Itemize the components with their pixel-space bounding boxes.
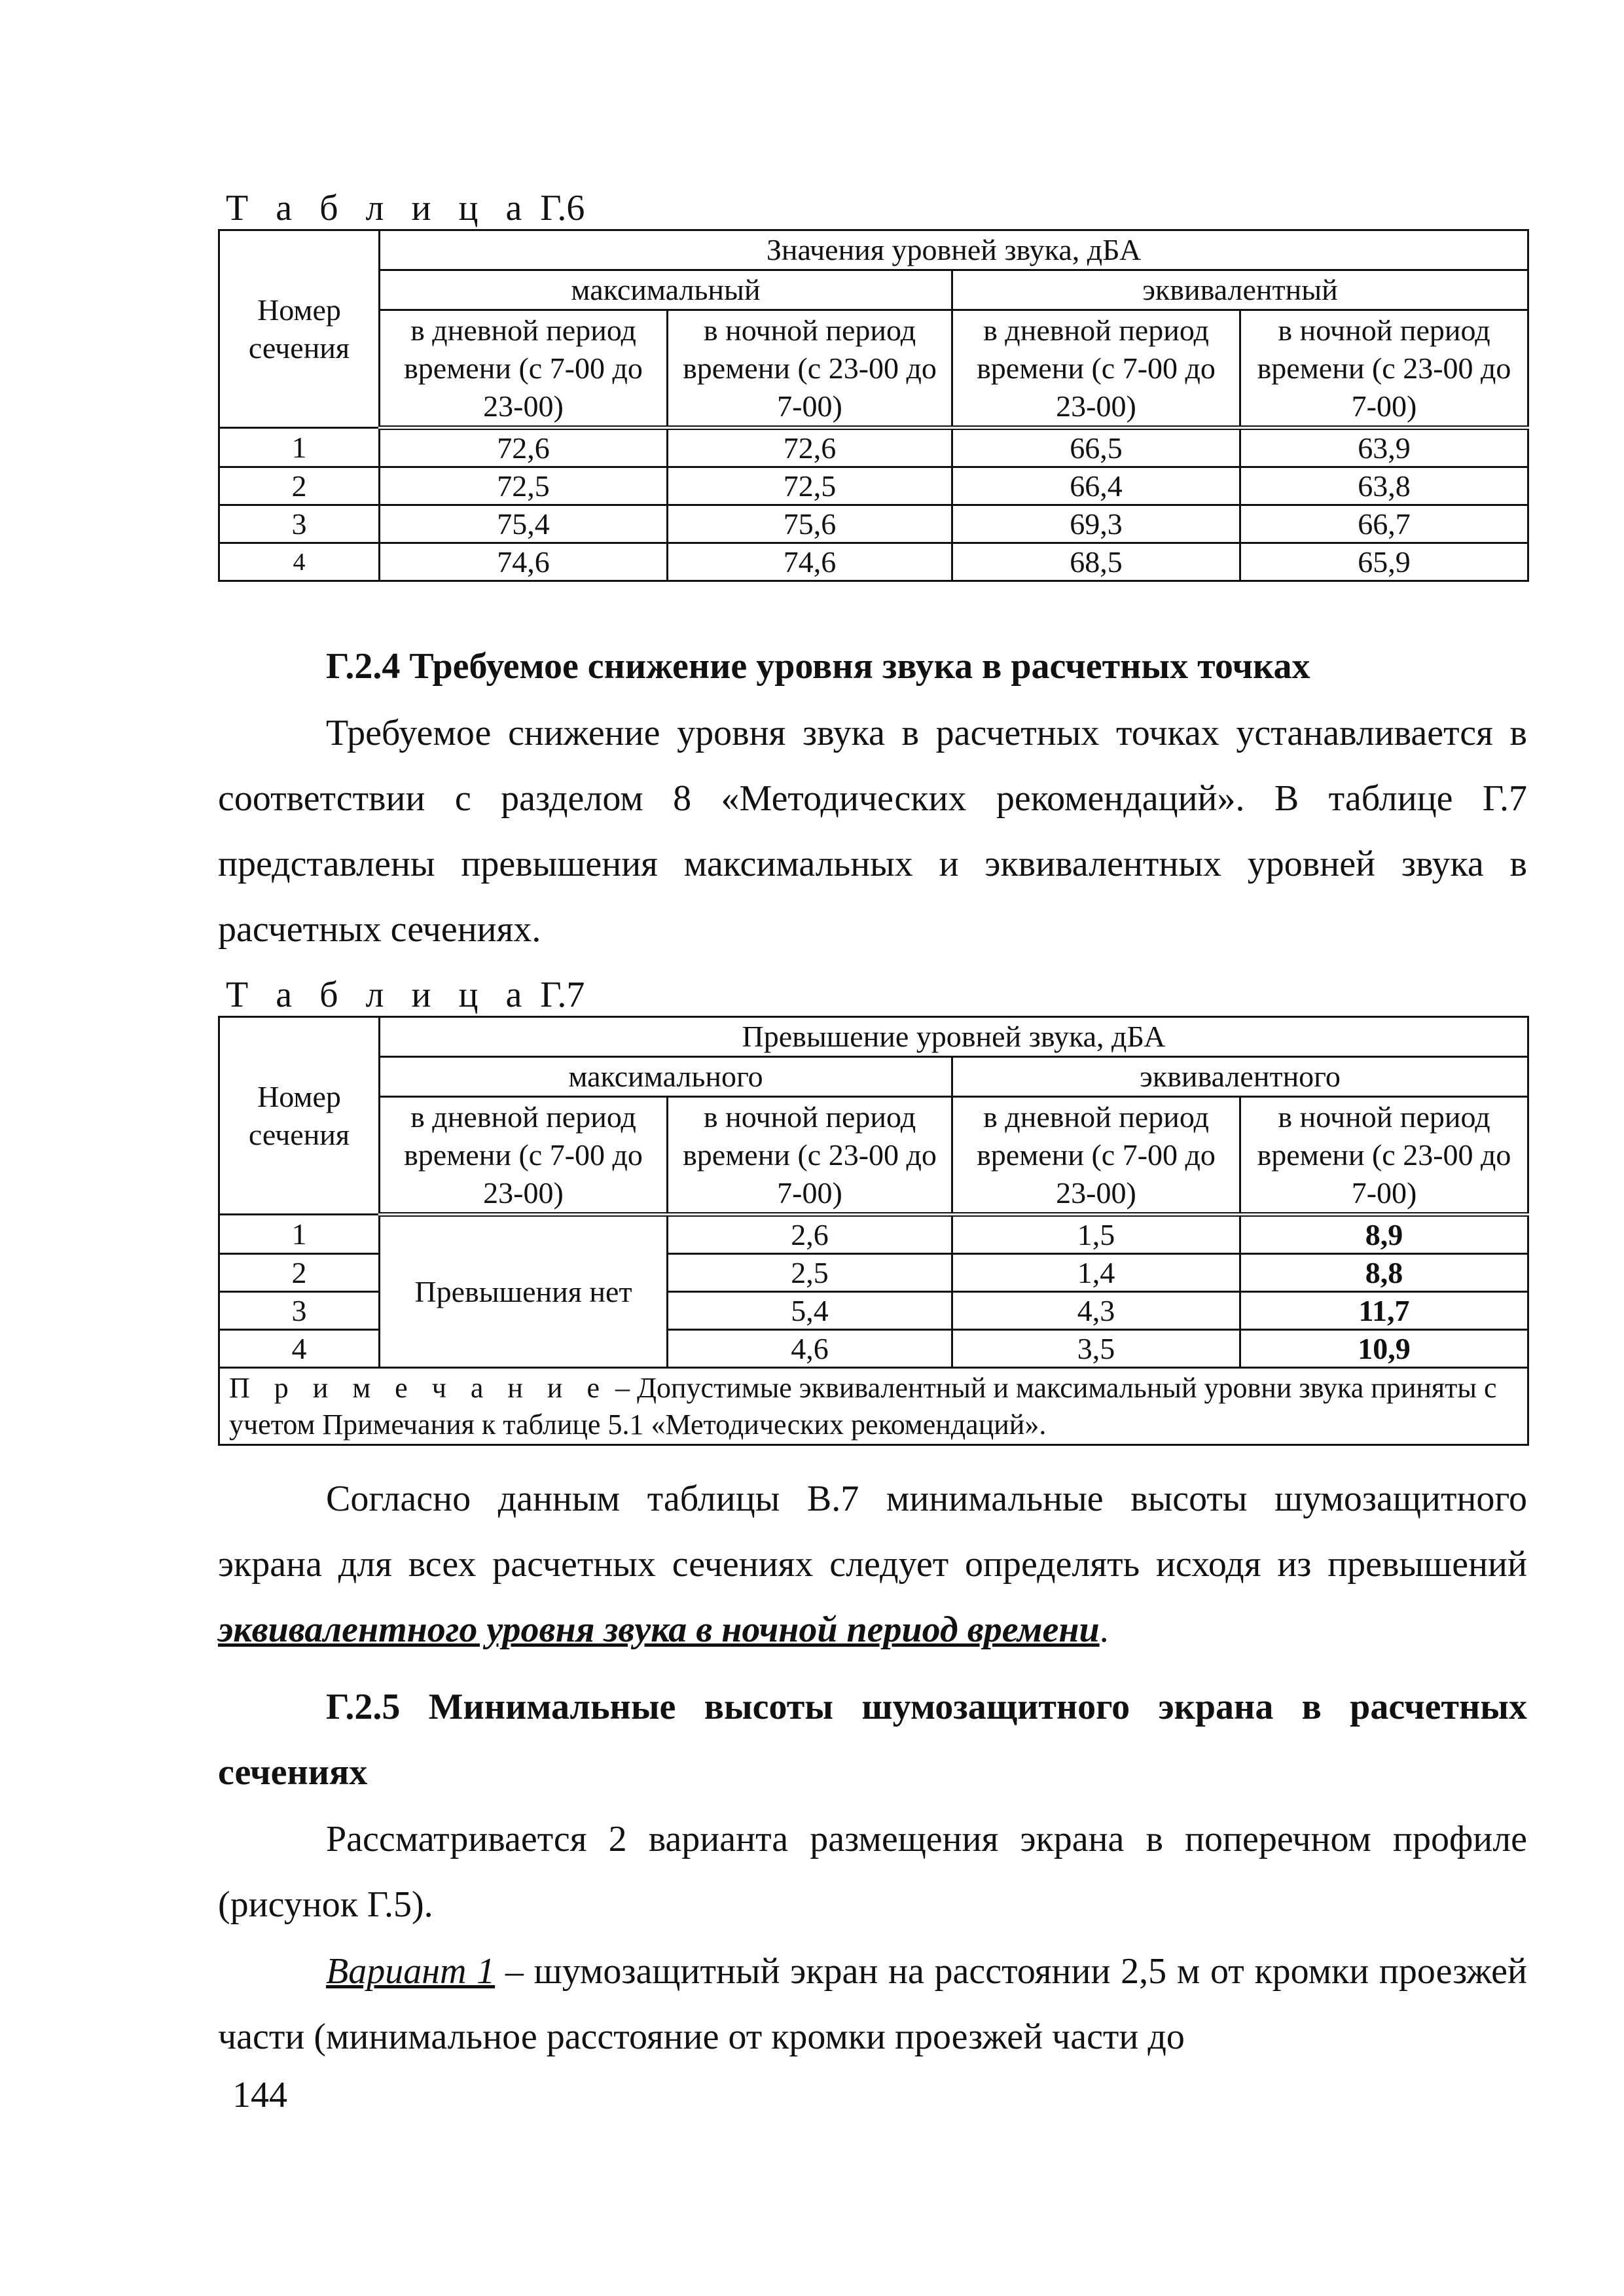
table7-merged-no-excess: Превышения нет — [380, 1215, 668, 1368]
table-cell: 66,4 — [952, 467, 1240, 505]
table-cell: 3 — [219, 505, 380, 543]
table-cell: 4 — [219, 1330, 380, 1368]
paragraph-after-table7 — [218, 1466, 1527, 1662]
table-cell: 4,3 — [952, 1292, 1240, 1330]
table-cell: 5,4 — [668, 1292, 952, 1330]
table-cell: 1,4 — [952, 1254, 1240, 1292]
section-g24-paragraph-text: Требуемое снижение уровня звука в расчетных точках устанавливается в соответствии с разделом 8 «Методических рекомендаций». В таблице Г.7 представлены превышения максимальных и эквивалентных уровней звука в расчетных сечениях. — [218, 713, 1527, 950]
table7-caption-id: Г.7 — [540, 975, 585, 1015]
table-cell: 74,6 — [668, 543, 952, 581]
table-cell: 63,9 — [1240, 428, 1528, 467]
section-g25-variant1 — [218, 1939, 1527, 2070]
table-cell: 8,9 — [1240, 1215, 1528, 1254]
table7-group-title: Превышение уровней звука, дБА — [380, 1017, 1528, 1057]
table6-subgroup-max: максимальный — [380, 270, 952, 310]
table-cell: 4,6 — [668, 1330, 952, 1368]
section-g25-paragraph1-text: Рассматривается 2 варианта размещения экрана в поперечном профиле (рисунок Г.5). — [218, 1819, 1527, 1925]
table6-caption-id: Г.6 — [540, 188, 585, 228]
table-cell: 10,9 — [1240, 1330, 1528, 1368]
table-cell: 1 — [219, 428, 380, 467]
table-cell: 72,6 — [668, 428, 952, 467]
table-cell: 2,6 — [668, 1215, 952, 1254]
table-cell: 72,6 — [380, 428, 668, 467]
table6-period-day-eq: в дневной период времени (с 7-00 до 23-00) — [952, 310, 1240, 428]
table6-subgroup-eq: эквивалентный — [952, 270, 1528, 310]
table-row — [219, 543, 1528, 581]
table7-subgroup-max: максимального — [380, 1057, 952, 1097]
table-cell: 2 — [219, 1254, 380, 1292]
table-cell: 75,4 — [380, 505, 668, 543]
table7-note — [219, 1368, 1528, 1445]
table-cell: 66,7 — [1240, 505, 1528, 543]
table6-caption — [226, 187, 585, 229]
table-cell: 72,5 — [380, 467, 668, 505]
table-cell: 8,8 — [1240, 1254, 1528, 1292]
table-cell: 75,6 — [668, 505, 952, 543]
table6-caption-prefix: Т а б л и ц а — [226, 188, 532, 228]
table-row — [219, 1215, 1528, 1254]
table6-period-night-max: в ночной период времени (с 23-00 до 7-00) — [668, 310, 952, 428]
table-row — [219, 428, 1528, 467]
table7-period-night-max: в ночной период времени (с 23-00 до 7-00) — [668, 1097, 952, 1215]
table-cell: 3 — [219, 1292, 380, 1330]
section-heading-g25 — [218, 1674, 1527, 1805]
variant1-text: – шумозащитный экран на расстоянии 2,5 м от кромки проезжей части (минимальное расстояние от кромки проезжей части до — [218, 1951, 1528, 2057]
table7-subgroup-eq: эквивалентного — [952, 1057, 1528, 1097]
paragraph-emphasis: эквивалентного уровня звука в ночной период времени — [218, 1609, 1100, 1650]
section-heading-g25-text: Г.2.5 Минимальные высоты шумозащитного экрана в расчетных сечениях — [218, 1687, 1527, 1793]
table7-note-label: П р и м е ч а н и е — [229, 1371, 608, 1404]
table-cell: 1,5 — [952, 1215, 1240, 1254]
table6-group-title: Значения уровней звука, дБА — [380, 230, 1528, 270]
table-cell: 66,5 — [952, 428, 1240, 467]
table6-period-night-eq: в ночной период времени (с 23-00 до 7-00) — [1240, 310, 1528, 428]
table7-period-day-eq: в дневной период времени (с 7-00 до 23-00) — [952, 1097, 1240, 1215]
table7-note-text: – Допустимые эквивалентный и максимальный уровни звука приняты с учетом Примечания к таблице 5.1 «Методических рекомендаций». — [229, 1371, 1497, 1441]
table-g6 — [218, 229, 1529, 582]
table-cell: 11,7 — [1240, 1292, 1528, 1330]
table-g7 — [218, 1016, 1529, 1446]
table-row — [219, 467, 1528, 505]
table-cell: 2,5 — [668, 1254, 952, 1292]
table-cell: 74,6 — [380, 543, 668, 581]
table7-col-number-header: Номер сечения — [219, 1017, 380, 1215]
section-g25-paragraph1 — [218, 1806, 1527, 1937]
table-cell: 3,5 — [952, 1330, 1240, 1368]
paragraph-after-table7-text: Согласно данным таблицы В.7 минимальные высоты шумозащитного экрана для всех расчетных сечениях следует определять исходя из превышений — [218, 1479, 1527, 1585]
table7-period-day-max: в дневной период времени (с 7-00 до 23-00) — [380, 1097, 668, 1215]
table7-note-row — [219, 1368, 1528, 1445]
table-cell: 1 — [219, 1215, 380, 1254]
table7-caption-prefix: Т а б л и ц а — [226, 975, 532, 1015]
table7-caption — [226, 974, 585, 1016]
table6-col-number-header: Номер сечения — [219, 230, 380, 428]
paragraph-after-table7-end: . — [1099, 1609, 1109, 1650]
section-g24-paragraph — [218, 700, 1527, 962]
table-cell: 63,8 — [1240, 467, 1528, 505]
table-cell: 2 — [219, 467, 380, 505]
section-heading-g24-text: Г.2.4 Требуемое снижение уровня звука в расчетных точках — [326, 646, 1310, 687]
table-cell: 65,9 — [1240, 543, 1528, 581]
table6-period-day-max: в дневной период времени (с 7-00 до 23-00) — [380, 310, 668, 428]
table-cell: 69,3 — [952, 505, 1240, 543]
section-heading-g24 — [218, 634, 1527, 699]
variant1-label: Вариант 1 — [326, 1951, 496, 1992]
table-cell: 72,5 — [668, 467, 952, 505]
table7-period-night-eq: в ночной период времени (с 23-00 до 7-00) — [1240, 1097, 1528, 1215]
table-cell: 4 — [219, 543, 380, 581]
table-row — [219, 505, 1528, 543]
table-cell: 68,5 — [952, 543, 1240, 581]
page-number: 144 — [232, 2075, 287, 2115]
